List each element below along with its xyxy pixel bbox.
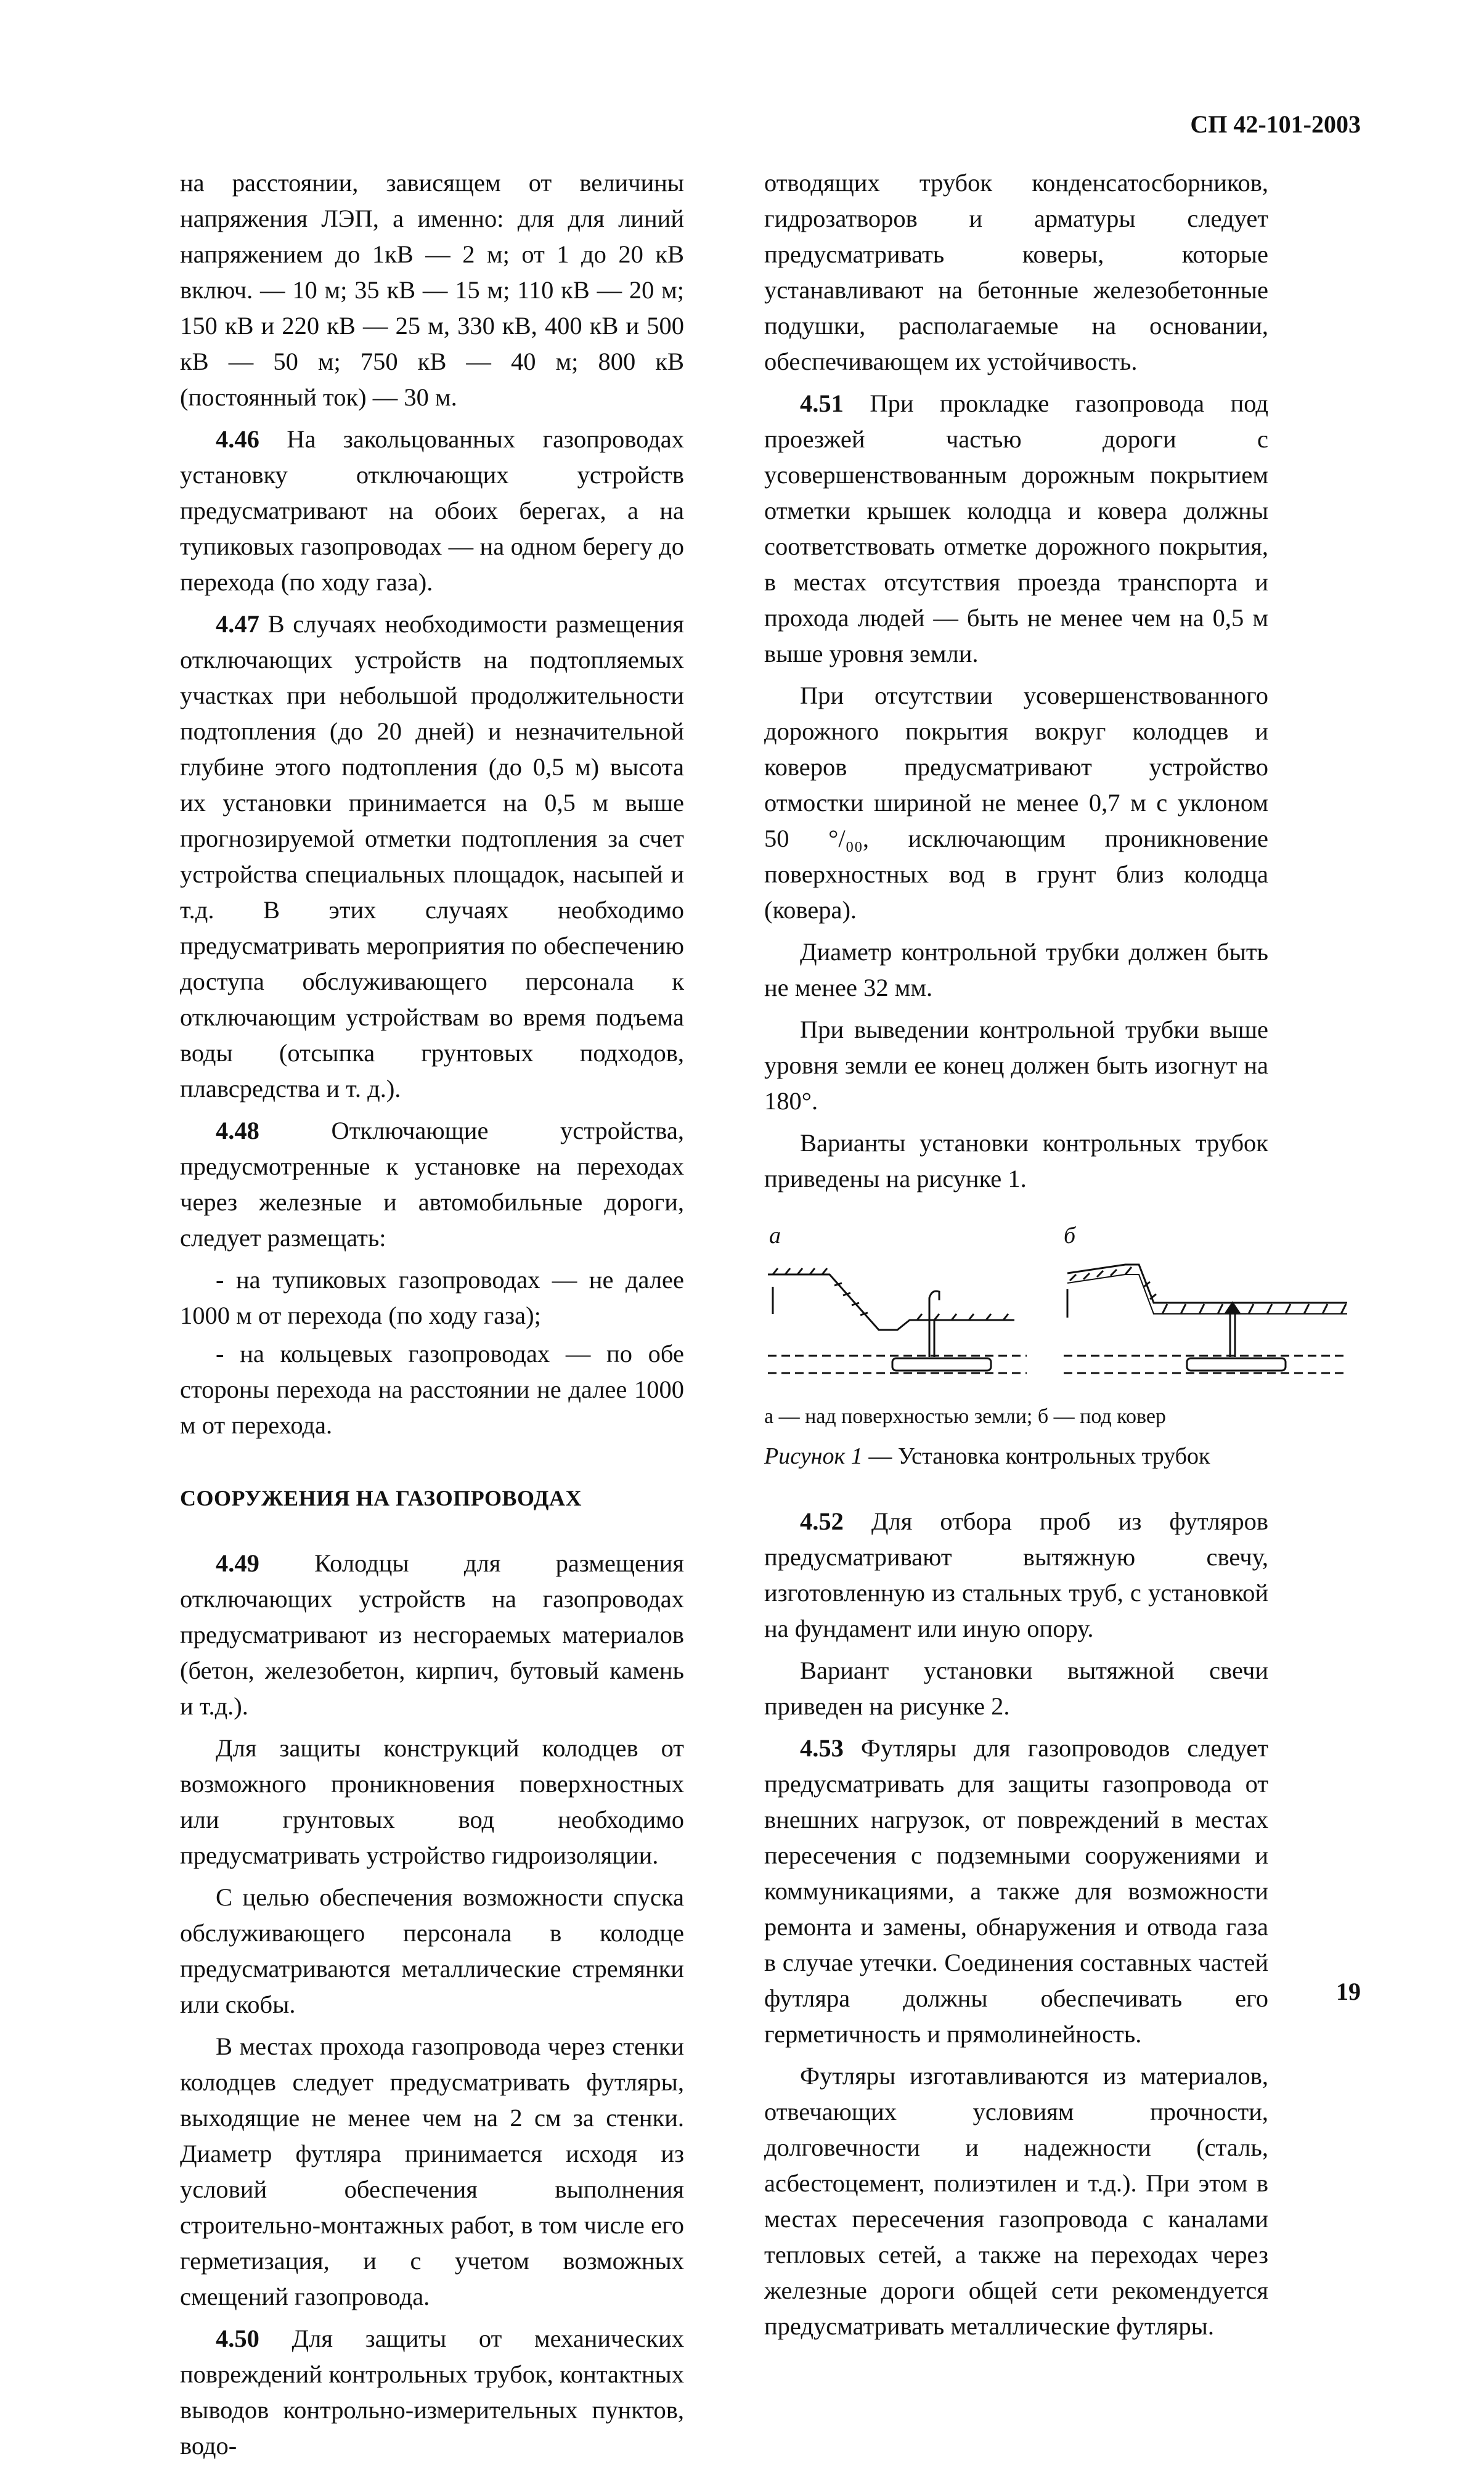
clause-text: В случаях необходимости размещения отключающих устройств на подтопляемых участках при небольшой продолжительности подтопления (до 20 дней) и незначительной глубине этого подтопления (до 0,5 м) высота их установки принимается на 0,5 м выше прогнозируемой отметки подтопления за счет устройства специальных площадок, насыпей и т.д. В этих случаях необходимо предусматривать мероприятия по обеспечению доступа обслуживающего персонала к отключающим устройствам во время подъема воды (отсыпка грунтовых подходов, плавсредства и т. д.). [180,610,684,1103]
variant-a-above-ground [768,1268,1027,1373]
clause-number: 4.49 [216,1549,259,1577]
clause-number: 4.46 [216,425,259,453]
paragraph-4-48 [180,1113,684,1256]
figure-label-a: а [769,1223,781,1249]
clause-text: Для отбора проб из футляров предусматривают вытяжную свечу, изготовленную из стальных труб, с установкой на фундамент или иную опору. [764,1507,1268,1642]
paragraph-continuation: на расстоянии, зависящем от величины напряжения ЛЭП, а именно: для для линий напряжением до 1кВ — 2 м; от 1 до 20 кВ включ. — 10 м; 35 кВ — 15 м; 110 кВ — 20 м; 150 кВ и 220 кВ — 25 м, 330 кВ, 400 кВ и 500 кВ — 50 м; 750 кВ — 40 м; 800 кВ (постоянный ток) — 30 м. [180,169,684,411]
paragraph-casings: В местах прохода газопровода через стенки колодцев следует предусматривать футляры, выходящие не менее чем на 2 см за стенки. Диаметр футляра принимается исходя из условий обеспечения выполнения строительно-монтажных работ, в том числе его герметизация, и с учетом возможных смещений газопровода. [180,2032,684,2310]
left-column [180,165,684,2470]
paragraph-continuation: отводящих трубок конденсатосборников, гидрозатворов и арматуры следует предусматривать коверы, которые устанавливают на бетонные железобетонные подушки, располагаемые на основании, обеспечивающем их устойчивость. [764,169,1268,375]
clause-number: 4.51 [800,389,844,417]
page-number: 19 [1336,1978,1361,2005]
clause-text: Отключающие устройства, предусмотренные к установке на переходах через железные и автомобильные дороги, следует размещать: [180,1117,684,1252]
figure-legend: а — над поверхностью земли; б — под ковер [764,1405,1166,1428]
paragraph-tube-bend: При выведении контрольной трубки выше уровня земли ее конец должен быть изогнут на 180°. [764,1016,1268,1115]
paragraph-4-49 [180,1546,684,1724]
paragraph-casing-materials: Футляры изготавливаются из материалов, отвечающих условиям прочности, долговечности и надежности (сталь, асбестоцемент, полиэтилен и т.д.). При этом в местах пересечения газопровода с каналами тепловых сетей, а также на переходах через железные дороги общей сети рекомендуется предусматривать металлические футляры. [764,2062,1268,2340]
clause-text: Футляры для газопроводов следует предусматривать для защиты газопровода от внешних нагрузок, от повреждений в местах пересечения с подземными сооружениями и коммуникациями, а также для возможности ремонта и замены, обнаружения и отвода газа в случае утечки. Соединения составных частей футляра должны обеспечивать его герметичность и прямолинейность. [764,1734,1268,2048]
paragraph-4-50 [180,2321,684,2464]
paragraph-4-47 [180,606,684,1107]
figure-caption-label: Рисунок 1 [764,1443,863,1469]
clause-text: При прокладке газопровода под проезжей частью дороги с усовершенствованным дорожным покрытием отметки крышек колодца и ковера должны соответствовать отметке дорожного покрытия, в местах отсутствия проезда транспорта и прохода людей — быть не менее чем на 0,5 м выше уровня земли. [764,389,1268,667]
list-item-ring: - на кольцевых газопроводах — по обе стороны перехода на расстоянии не далее 1000 м от перехода. [180,1340,684,1439]
list-item-dead-end: - на тупиковых газопроводах — не далее 1000 м от перехода (по ходу газа); [180,1266,684,1329]
paragraph-4-52 [764,1504,1268,1647]
right-column [764,165,1268,2350]
paragraph-4-46 [180,422,684,600]
paragraph-4-51 [764,386,1268,672]
paragraph-tube-diameter: Диаметр контрольной трубки должен быть не менее 32 мм. [764,938,1268,1001]
clause-number: 4.48 [216,1117,259,1144]
clause-text: Для защиты от механических повреждений контрольных трубок, контактных выводов контрольно-измерительных пунктов, водо- [180,2325,684,2460]
paragraph-paving: При отсутствии усовершенствованного дорожного покрытия вокруг колодцев и коверов предусматривают устройство отмостки шириной не менее 0,7 м с уклоном 50 °/₀₀, исключающим проникновение поверхностных вод в грунт близ колодца (ковера). [764,682,1268,924]
clause-number: 4.50 [216,2325,259,2352]
clause-number: 4.53 [800,1734,844,1762]
clause-text: На закольцованных газопроводах установку отключающих устройств предусматривают на обоих берегах, а на тупиковых газопроводах — на одном берегу до перехода (по ходу газа). [180,425,684,596]
figure-1-control-tubes [756,1221,1355,1388]
clause-number: 4.52 [800,1507,844,1535]
clause-text: Колодцы для размещения отключающих устройств на газопроводах предусматривают из несгораемых материалов (бетон, железобетон, кирпич, бутовый камень и т.д.). [180,1549,684,1720]
paragraph-waterproofing: Для защиты конструкций колодцев от возможного проникновения поверхностных или грунтовых вод необходимо предусматривать устройство гидроизоляции. [180,1734,684,1869]
figure-caption [764,1438,1268,1474]
paragraph-figure-reference: Варианты установки контрольных трубок приведены на рисунке 1. [764,1129,1268,1192]
figure-label-b: б [1064,1223,1076,1249]
control-tubes-drawing [756,1221,1355,1388]
clause-number: 4.47 [216,610,259,638]
paragraph-ladders: С целью обеспечения возможности спуска обслуживающего персонала в колодце предусматриваются металлические стремянки или скобы. [180,1883,684,2018]
paragraph-figure2-reference: Вариант установки вытяжной свечи приведен на рисунке 2. [764,1657,1268,1720]
paragraph-4-53 [764,1730,1268,2052]
figure-caption-title: — Установка контрольных трубок [862,1443,1210,1469]
variant-b-under-cover [1064,1265,1347,1373]
section-heading: СООРУЖЕНИЯ НА ГАЗОПРОВОДАХ [180,1486,582,1510]
document-code-header: СП 42-101-2003 [1190,110,1361,138]
